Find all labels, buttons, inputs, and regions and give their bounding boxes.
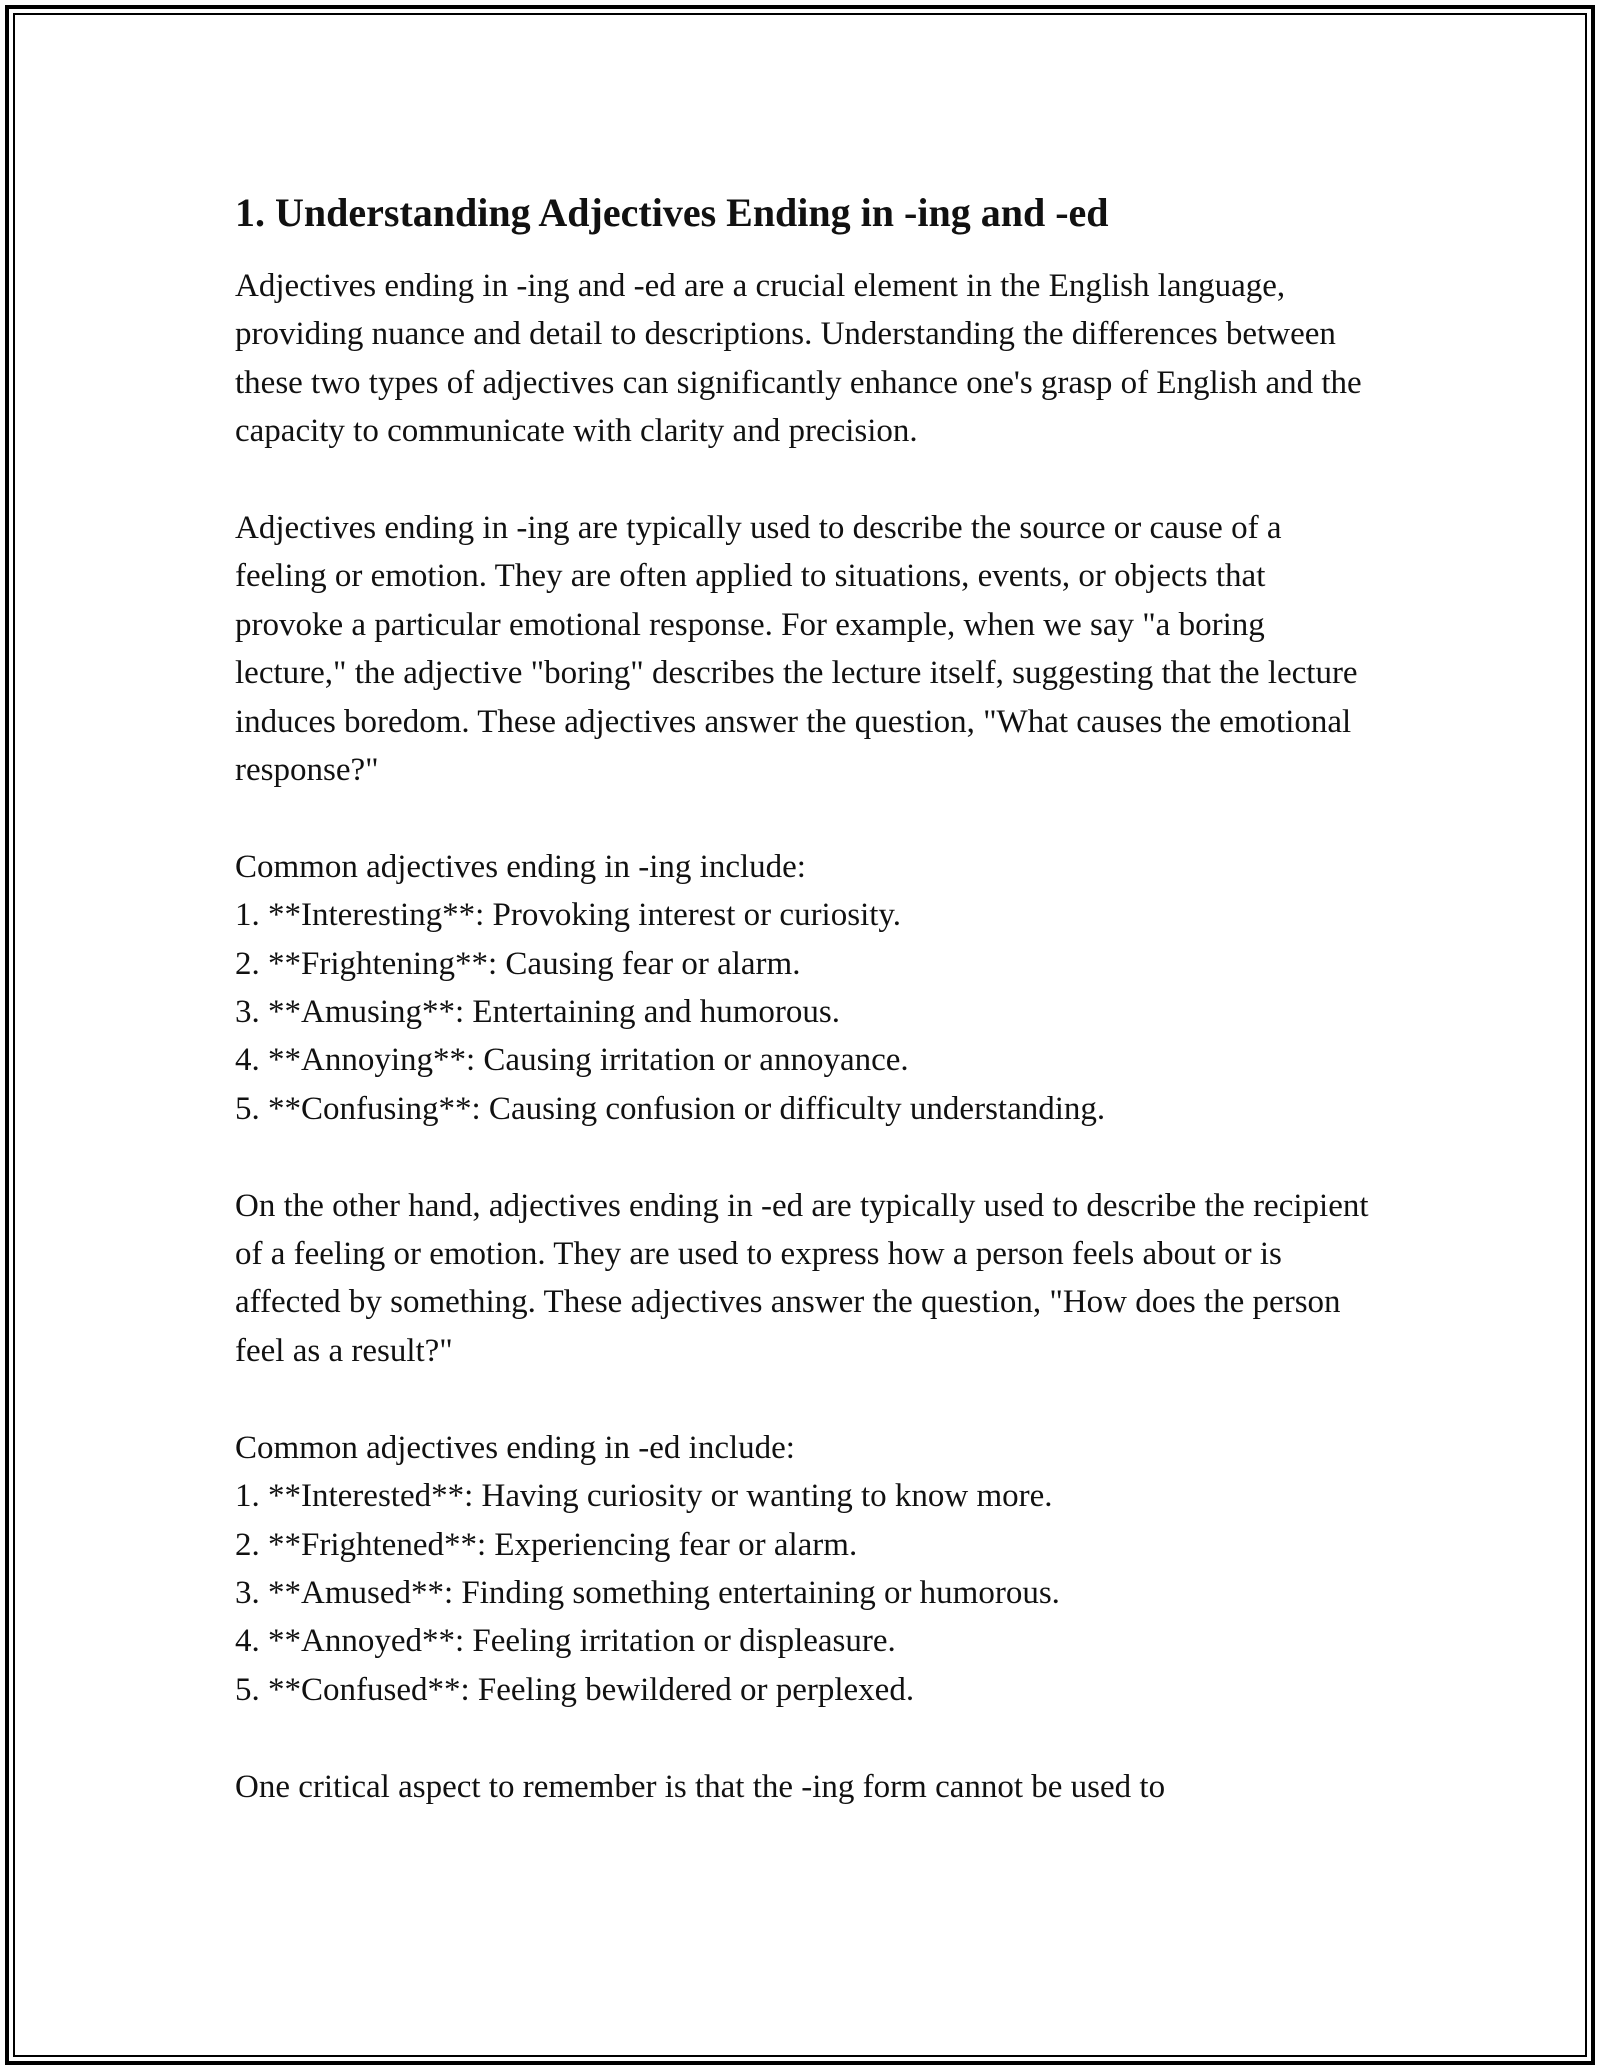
list-item: 5. **Confusing**: Causing confusion or difficulty understanding.	[235, 1090, 1106, 1127]
list-item: 2. **Frightened**: Experiencing fear or alarm.	[235, 1526, 858, 1563]
list-item: 3. **Amusing**: Entertaining and humorous.	[235, 994, 840, 1031]
intro-paragraph: Adjectives ending in -ing and -ed are a crucial element in the English language, providing nuance and detail to descriptions. Understanding the differences between these two types of adjectives can significantly enhance one's grasp of English and the capacity to communicate with clarity and precision.	[235, 268, 1362, 450]
list-item: 1. **Interesting**: Provoking interest or curiosity.	[235, 897, 902, 934]
list-item: 3. **Amused**: Finding something entertaining or humorous.	[235, 1574, 1060, 1611]
list-item: 5. **Confused**: Feeling bewildered or perplexed.	[235, 1671, 915, 1708]
ing-list-block	[235, 843, 1375, 1133]
ed-explanation-paragraph: On the other hand, adjectives ending in -ed are typically used to describe the recipient of a feeling or emotion. They are used to express how a person feels about or is affected by something. These adjectives answer the question, "How does the person feel as a result?"	[235, 1187, 1369, 1369]
section-heading: 1. Understanding Adjectives Ending in -ing and -ed	[235, 190, 1109, 235]
list-item: 4. **Annoying**: Causing irritation or annoyance.	[235, 1042, 909, 1079]
closing-paragraph: One critical aspect to remember is that the -ing form cannot be used to	[235, 1768, 1166, 1805]
document-body	[235, 180, 1375, 1811]
ing-adjective-list	[235, 891, 1375, 1133]
list-item: 1. **Interested**: Having curiosity or wanting to know more.	[235, 1478, 1053, 1515]
paragraph-gap	[235, 1133, 1375, 1181]
paragraph-gap	[235, 456, 1375, 504]
ed-list-intro: Common adjectives ending in -ed include:	[235, 1429, 795, 1466]
ing-explanation-paragraph: Adjectives ending in -ing are typically used to describe the source or cause of a feeling or emotion. They are often applied to situations, events, or objects that provoke a particular emotional response. For example, when we say "a boring lecture," the adjective "boring" describes the lecture itself, suggesting that the lecture induces boredom. These adjectives answer the question, "What causes the emotional response?"	[235, 510, 1358, 789]
paragraph-gap	[235, 1714, 1375, 1762]
ed-list-block	[235, 1424, 1375, 1714]
paragraph-gap	[235, 1375, 1375, 1423]
list-item: 2. **Frightening**: Causing fear or alarm.	[235, 945, 801, 982]
ing-list-intro: Common adjectives ending in -ing include:	[235, 848, 806, 885]
list-item: 4. **Annoyed**: Feeling irritation or displeasure.	[235, 1623, 896, 1660]
ed-adjective-list	[235, 1472, 1375, 1714]
paragraph-gap	[235, 794, 1375, 842]
